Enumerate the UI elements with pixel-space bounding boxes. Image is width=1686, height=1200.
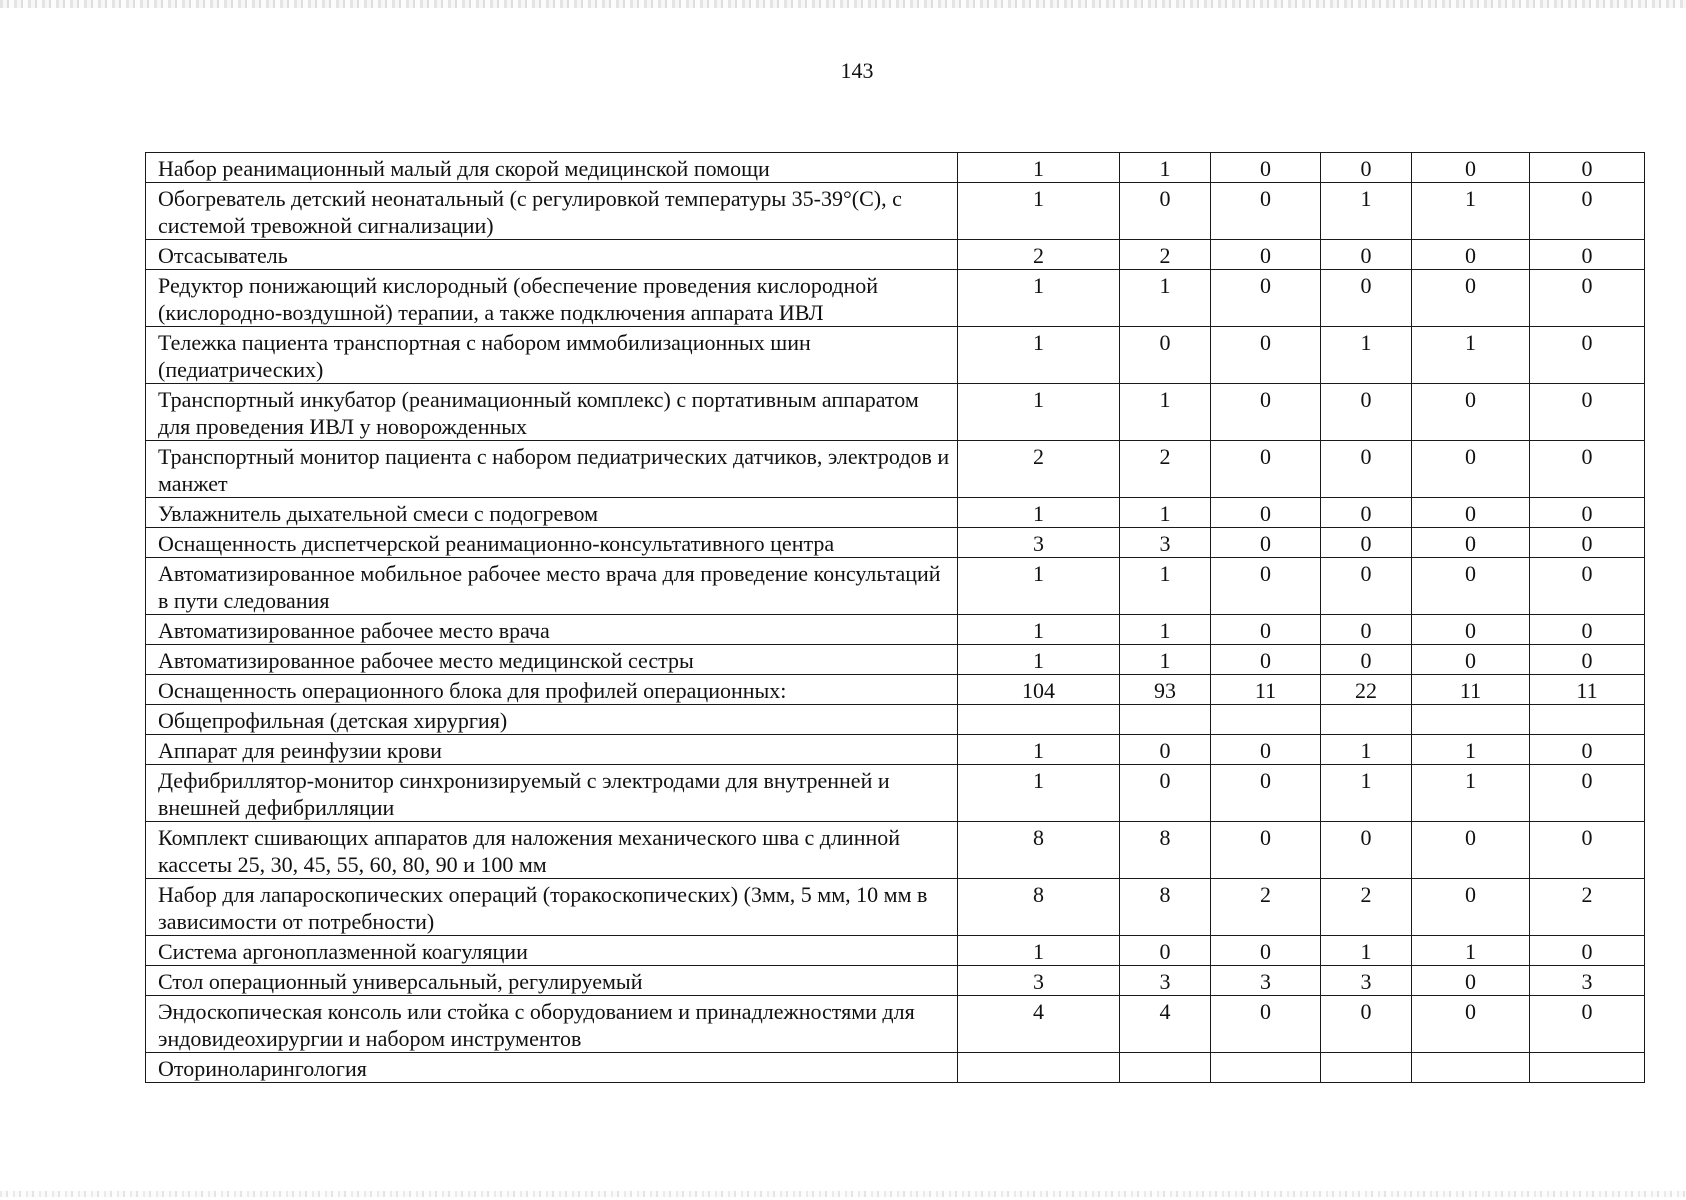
value-cell-1: 1 (958, 936, 1120, 966)
value-cell-4: 1 (1321, 735, 1412, 765)
value-cell-6: 0 (1530, 270, 1645, 327)
value-cell-2: 3 (1120, 528, 1211, 558)
value-cell-1: 1 (958, 498, 1120, 528)
value-cell-4: 0 (1321, 153, 1412, 183)
value-cell-4: 0 (1321, 240, 1412, 270)
value-cell-4: 0 (1321, 528, 1412, 558)
value-cell-3: 0 (1211, 615, 1321, 645)
value-cell-6: 0 (1530, 153, 1645, 183)
value-cell-5: 0 (1412, 615, 1530, 645)
value-cell-2: 3 (1120, 966, 1211, 996)
value-cell-5: 0 (1412, 384, 1530, 441)
value-cell-2: 4 (1120, 996, 1211, 1053)
value-cell-1: 1 (958, 765, 1120, 822)
table-row (146, 240, 1645, 270)
value-cell-5: 0 (1412, 996, 1530, 1053)
value-cell-6: 0 (1530, 441, 1645, 498)
table-row (146, 879, 1645, 936)
value-cell-2: 0 (1120, 765, 1211, 822)
value-cell-3: 0 (1211, 183, 1321, 240)
row-name-cell: Система аргоноплазменной коагуляции (146, 936, 958, 966)
value-cell-3: 0 (1211, 735, 1321, 765)
value-cell-4: 22 (1321, 675, 1412, 705)
value-cell-3: 0 (1211, 240, 1321, 270)
value-cell-5 (1412, 1053, 1530, 1083)
value-cell-4 (1321, 1053, 1412, 1083)
row-name-cell: Стол операционный универсальный, регулируемый (146, 966, 958, 996)
value-cell-2: 1 (1120, 615, 1211, 645)
value-cell-5: 0 (1412, 441, 1530, 498)
value-cell-2 (1120, 1053, 1211, 1083)
row-name-cell: Редуктор понижающий кислородный (обеспечение проведения кислородной (кислородно-воздушной) терапии, а также подключения аппарата ИВЛ (146, 270, 958, 327)
value-cell-1: 1 (958, 645, 1120, 675)
table-row (146, 765, 1645, 822)
value-cell-3: 0 (1211, 384, 1321, 441)
value-cell-3: 0 (1211, 936, 1321, 966)
table-row (146, 498, 1645, 528)
table-row (146, 441, 1645, 498)
value-cell-3: 0 (1211, 327, 1321, 384)
value-cell-5: 1 (1412, 183, 1530, 240)
row-name-cell: Эндоскопическая консоль или стойка с оборудованием и принадлежностями для эндовидеохирургии и набором инструментов (146, 996, 958, 1053)
row-name-cell: Тележка пациента транспортная с набором иммобилизационных шин (педиатрических) (146, 327, 958, 384)
value-cell-5: 1 (1412, 735, 1530, 765)
value-cell-6: 0 (1530, 822, 1645, 879)
value-cell-4: 0 (1321, 441, 1412, 498)
value-cell-2: 0 (1120, 183, 1211, 240)
value-cell-2: 1 (1120, 645, 1211, 675)
scan-edge-top (0, 0, 1686, 8)
value-cell-3: 0 (1211, 153, 1321, 183)
value-cell-5: 0 (1412, 966, 1530, 996)
value-cell-6: 0 (1530, 615, 1645, 645)
value-cell-4: 1 (1321, 327, 1412, 384)
value-cell-6: 0 (1530, 327, 1645, 384)
row-name-cell: Транспортный инкубатор (реанимационный комплекс) с портативным аппаратом для проведения ИВЛ у новорожденных (146, 384, 958, 441)
value-cell-1: 1 (958, 153, 1120, 183)
row-name-cell: Отсасыватель (146, 240, 958, 270)
row-name-cell: Общепрофильная (детская хирургия) (146, 705, 958, 735)
value-cell-1: 4 (958, 996, 1120, 1053)
value-cell-4: 0 (1321, 645, 1412, 675)
value-cell-1: 1 (958, 183, 1120, 240)
value-cell-4: 0 (1321, 384, 1412, 441)
value-cell-3: 0 (1211, 498, 1321, 528)
table-row (146, 822, 1645, 879)
value-cell-1: 1 (958, 384, 1120, 441)
value-cell-6: 2 (1530, 879, 1645, 936)
value-cell-4: 1 (1321, 765, 1412, 822)
value-cell-6 (1530, 705, 1645, 735)
table-row (146, 645, 1645, 675)
value-cell-6 (1530, 1053, 1645, 1083)
value-cell-2: 8 (1120, 822, 1211, 879)
value-cell-2: 2 (1120, 441, 1211, 498)
equipment-table (145, 152, 1645, 1083)
value-cell-5: 0 (1412, 822, 1530, 879)
value-cell-3: 0 (1211, 645, 1321, 675)
value-cell-1: 1 (958, 615, 1120, 645)
row-name-cell: Автоматизированное мобильное рабочее место врача для проведение консультаций в пути следования (146, 558, 958, 615)
value-cell-2: 0 (1120, 735, 1211, 765)
value-cell-6: 11 (1530, 675, 1645, 705)
page-number: 143 (840, 58, 874, 83)
value-cell-2: 1 (1120, 270, 1211, 327)
value-cell-6: 0 (1530, 735, 1645, 765)
value-cell-1: 8 (958, 822, 1120, 879)
value-cell-6: 0 (1530, 384, 1645, 441)
value-cell-4: 0 (1321, 615, 1412, 645)
scan-edge-bottom (0, 1191, 1686, 1197)
value-cell-2: 8 (1120, 879, 1211, 936)
value-cell-3: 11 (1211, 675, 1321, 705)
value-cell-3: 0 (1211, 270, 1321, 327)
value-cell-5: 1 (1412, 327, 1530, 384)
table-row (146, 153, 1645, 183)
value-cell-6: 0 (1530, 765, 1645, 822)
row-name-cell: Набор для лапароскопических операций (торакоскопических) (3мм, 5 мм, 10 мм в зависимости от потребности) (146, 879, 958, 936)
row-name-cell: Автоматизированное рабочее место медицинской сестры (146, 645, 958, 675)
row-name-cell: Набор реанимационный малый для скорой медицинской помощи (146, 153, 958, 183)
value-cell-4: 3 (1321, 966, 1412, 996)
value-cell-4: 0 (1321, 996, 1412, 1053)
value-cell-5: 0 (1412, 645, 1530, 675)
value-cell-6: 0 (1530, 558, 1645, 615)
row-name-cell: Оториноларингология (146, 1053, 958, 1083)
value-cell-5: 0 (1412, 528, 1530, 558)
table-row (146, 327, 1645, 384)
table-row (146, 528, 1645, 558)
value-cell-2: 93 (1120, 675, 1211, 705)
value-cell-1: 3 (958, 528, 1120, 558)
table-row (146, 996, 1645, 1053)
row-name-cell: Дефибриллятор-монитор синхронизируемый с электродами для внутренней и внешней дефибрилляции (146, 765, 958, 822)
value-cell-1 (958, 1053, 1120, 1083)
row-name-cell: Обогреватель детский неонатальный (с регулировкой температуры 35-39°(С), с системой тревожной сигнализации) (146, 183, 958, 240)
row-name-cell: Автоматизированное рабочее место врача (146, 615, 958, 645)
value-cell-1: 1 (958, 327, 1120, 384)
value-cell-5: 0 (1412, 498, 1530, 528)
row-name-cell: Увлажнитель дыхательной смеси с подогревом (146, 498, 958, 528)
value-cell-4: 0 (1321, 270, 1412, 327)
value-cell-5: 0 (1412, 558, 1530, 615)
table-row (146, 183, 1645, 240)
value-cell-2: 2 (1120, 240, 1211, 270)
value-cell-5: 0 (1412, 879, 1530, 936)
row-name-cell: Транспортный монитор пациента с набором педиатрических датчиков, электродов и манжет (146, 441, 958, 498)
value-cell-1: 2 (958, 240, 1120, 270)
table-row (146, 735, 1645, 765)
value-cell-3: 0 (1211, 441, 1321, 498)
table-row (146, 270, 1645, 327)
value-cell-1: 1 (958, 558, 1120, 615)
table-row (146, 615, 1645, 645)
value-cell-3: 0 (1211, 558, 1321, 615)
table-row (146, 705, 1645, 735)
value-cell-1: 8 (958, 879, 1120, 936)
value-cell-6: 0 (1530, 528, 1645, 558)
value-cell-4: 0 (1321, 498, 1412, 528)
value-cell-1 (958, 705, 1120, 735)
value-cell-6: 0 (1530, 240, 1645, 270)
table-body (146, 153, 1645, 1083)
table-row (146, 966, 1645, 996)
value-cell-1: 1 (958, 735, 1120, 765)
value-cell-4: 2 (1321, 879, 1412, 936)
value-cell-1: 1 (958, 270, 1120, 327)
value-cell-1: 3 (958, 966, 1120, 996)
value-cell-5: 1 (1412, 936, 1530, 966)
value-cell-4 (1321, 705, 1412, 735)
value-cell-5: 0 (1412, 240, 1530, 270)
value-cell-4: 0 (1321, 558, 1412, 615)
row-name-cell: Оснащенность диспетчерской реанимационно-консультативного центра (146, 528, 958, 558)
value-cell-3 (1211, 1053, 1321, 1083)
value-cell-5: 0 (1412, 270, 1530, 327)
value-cell-5: 11 (1412, 675, 1530, 705)
table-row (146, 384, 1645, 441)
value-cell-3: 2 (1211, 879, 1321, 936)
value-cell-6: 0 (1530, 498, 1645, 528)
value-cell-6: 0 (1530, 645, 1645, 675)
value-cell-2: 1 (1120, 153, 1211, 183)
value-cell-2: 1 (1120, 558, 1211, 615)
row-name-cell: Оснащенность операционного блока для профилей операционных: (146, 675, 958, 705)
table-row (146, 1053, 1645, 1083)
value-cell-1: 104 (958, 675, 1120, 705)
value-cell-5: 1 (1412, 765, 1530, 822)
row-name-cell: Аппарат для реинфузии крови (146, 735, 958, 765)
value-cell-5: 0 (1412, 153, 1530, 183)
value-cell-6: 3 (1530, 966, 1645, 996)
value-cell-6: 0 (1530, 996, 1645, 1053)
row-name-cell: Комплект сшивающих аппаратов для наложения механического шва с длинной кассеты 25, 30, 45, 55, 60, 80, 90 и 100 мм (146, 822, 958, 879)
value-cell-3: 0 (1211, 528, 1321, 558)
value-cell-2: 0 (1120, 327, 1211, 384)
value-cell-3: 0 (1211, 765, 1321, 822)
table-row (146, 936, 1645, 966)
value-cell-1: 2 (958, 441, 1120, 498)
value-cell-4: 1 (1321, 936, 1412, 966)
value-cell-6: 0 (1530, 183, 1645, 240)
value-cell-4: 1 (1321, 183, 1412, 240)
value-cell-2: 1 (1120, 498, 1211, 528)
value-cell-2 (1120, 705, 1211, 735)
value-cell-3: 0 (1211, 822, 1321, 879)
value-cell-6: 0 (1530, 936, 1645, 966)
table-row (146, 558, 1645, 615)
value-cell-3 (1211, 705, 1321, 735)
value-cell-2: 1 (1120, 384, 1211, 441)
table-row (146, 675, 1645, 705)
value-cell-3: 0 (1211, 996, 1321, 1053)
value-cell-4: 0 (1321, 822, 1412, 879)
value-cell-3: 3 (1211, 966, 1321, 996)
value-cell-2: 0 (1120, 936, 1211, 966)
value-cell-5 (1412, 705, 1530, 735)
